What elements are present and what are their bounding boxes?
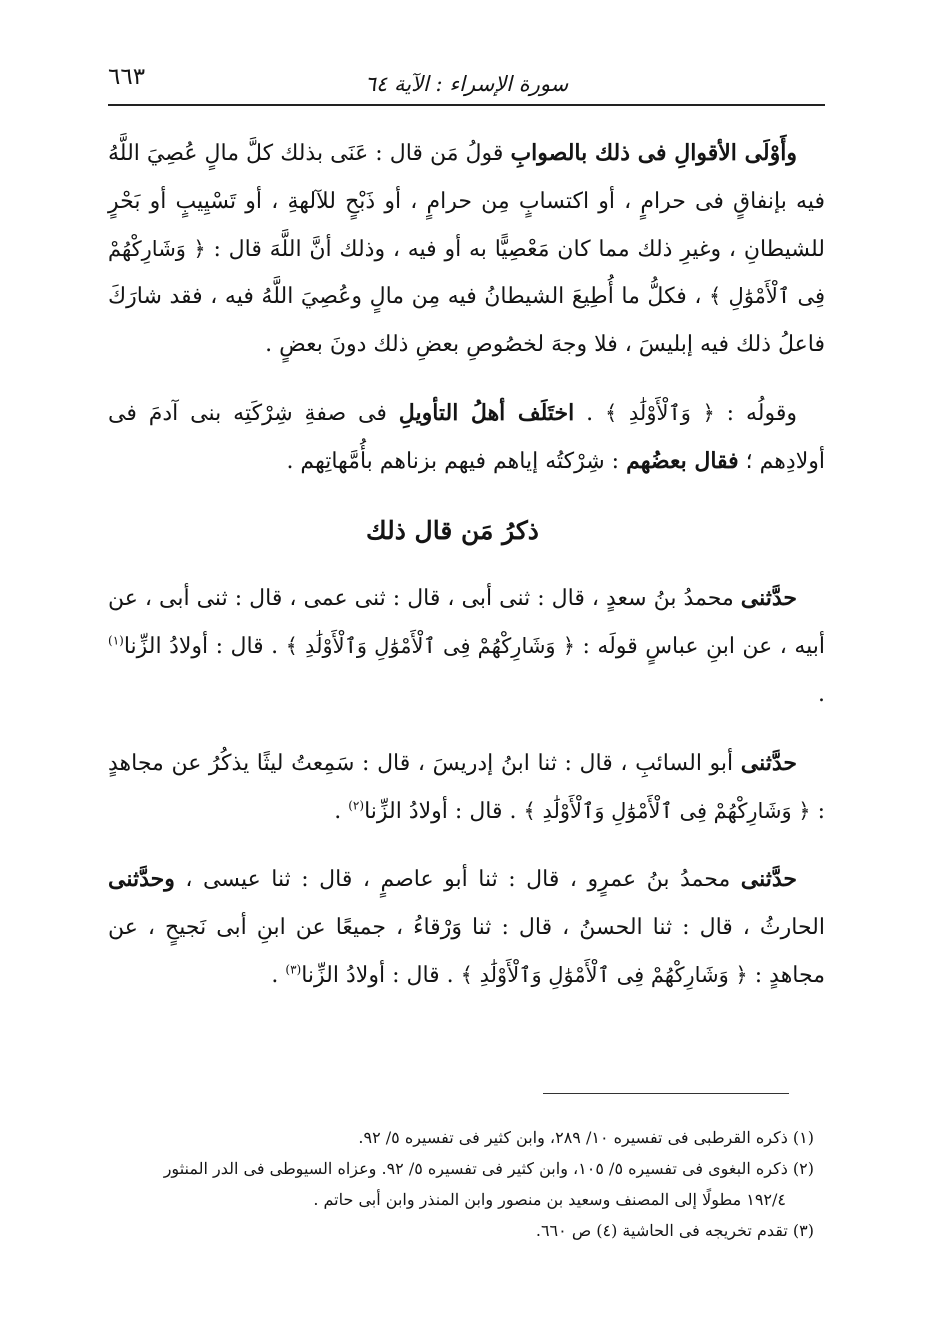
footnote-1: (١) ذكره القرطبى فى تفسيره ١٠/ ٢٨٩، وابن كثير فى تفسيره ٥/ ٩٢. [358, 1128, 814, 1147]
quran-quote: ﴿ وَشَارِكْهُمْ فِى ٱلْأَمْوَٰلِ وَٱلْأَوْلَٰدِ ﴾ [460, 962, 748, 987]
header-title: سورة الإسراء : الآية ٦٤ [364, 72, 569, 96]
footnote-2-line-2: ١٩٢/٤ مطولًا إلى المصنف وسعيد بن منصور وابن المنذر وابن أبى حاتم . [313, 1190, 786, 1209]
narration-3-end: . [271, 962, 286, 988]
section-heading: ذكرُ مَن قال ذلك [366, 515, 539, 545]
paragraph-2-text-a: وقولُه : [714, 400, 797, 426]
footnote-3: (٣) تقدم تخريجه فى الحاشية (٤) ص ٦٦٠. [535, 1221, 814, 1240]
quran-quote: ﴿ وَشَارِكْهُمْ فِى ٱلْأَمْوَٰلِ وَٱلْأَوْلَٰدِ ﴾ [523, 798, 811, 823]
main-text [108, 130, 825, 1021]
paragraph-2-text-c: فى صفةِ شِرْكَتِه بنى آدمَ فى أولادِهم ؛ [108, 400, 825, 474]
narration-1 [108, 575, 825, 718]
paragraph-1-lead: وأَوْلَى الأقوالِ فى ذلك بالصوابِ [510, 140, 797, 166]
paragraph-1-text-b: ، فكلُّ ما أُطِيعَ الشيطانُ فيه مِن مالٍ وعُصِيَ اللَّهُ فيه ، فقد شارَكَ فاعلُ ذلك فيه إبليسَ ، فلا وجهَ لخصُوصِ بعضِ ذلك دونَ بعضٍ . [108, 284, 825, 358]
narration-2-lead: حدَّثنى [740, 749, 797, 776]
narration-3-text-a: محمدُ بنُ عمرٍو ، قال : ثنا أبو عاصمٍ ، قال : ثنا عيسى ، [174, 867, 741, 893]
paragraph-2-text-b: . [574, 400, 606, 426]
narration-1-lead: حدَّثنى [740, 585, 798, 612]
narration-1-text-a: محمدُ بنُ سعدٍ ، قال : ثنى أبى ، قال : ثنى عمى ، قال : ثنى أبى ، عن أبيه ، عن ابنِ عباسٍ قولَه : [108, 586, 825, 660]
narration-1-text-b: . قال : أولادُ الزِّنا [123, 634, 286, 660]
narration-3-text-b: الحارثُ ، قال : ثنا الحسنُ ، قال : ثنا وَرْقاءُ ، جميعًا عن ابنِ أبى نَجيحٍ ، عن مجاهدٍ : [108, 915, 825, 988]
paragraph-2-bold-a: اختَلَف أهلُ التأويلِ [398, 399, 575, 426]
footnotes [108, 1122, 814, 1246]
footnote-2-line-1: (٢) ذكره البغوى فى تفسيره ٥/ ١٠٥، وابن كثير فى تفسيره ٥/ ٩٢. وعزاه السيوطى فى الدر المنثور [163, 1159, 814, 1178]
footnote-rule [543, 1093, 789, 1094]
narration-3 [108, 856, 825, 999]
narration-1-end: . [818, 681, 825, 707]
quran-quote: ﴿ وَٱلْأَوْلَٰدِ ﴾ [605, 400, 715, 425]
running-header [108, 52, 825, 96]
narration-3-text-c: . قال : أولادُ الزِّنا [301, 962, 461, 988]
footnote-ref-1[interactable]: (١) [108, 633, 124, 648]
quran-quote: ﴿ وَشَارِكْهُمْ فِى ٱلْأَمْوَٰلِ وَٱلْأَوْلَٰدِ ﴾ [285, 634, 576, 659]
quran-quote: ﴿ وَشَارِكْهُمْ فِى ٱلْأَمْوَٰلِ ﴾ [108, 236, 825, 309]
paragraph-2-bold-b: فقال بعضُهم [626, 447, 739, 474]
page-number: ٦٦٣ [108, 64, 146, 90]
paragraph-2-text-d: : شِرْكتُه إياهم فيهم بزناهم بأُمَّهاتِهم . [286, 448, 627, 474]
narration-2-text-a: أبو السائبِ ، قال : ثنا ابنُ إدريسَ ، قال : سَمِعتُ ليثًا يذكُرُ عن مجاهدٍ : [108, 750, 825, 824]
footnote-ref-2[interactable]: (٢) [348, 798, 365, 813]
narration-2-text-b: . قال : أولادُ الزِّنا [364, 798, 524, 824]
narration-3-lead: حدَّثنى [740, 866, 797, 893]
footnote-ref-3[interactable]: (٣) [285, 962, 302, 977]
paragraph-2 [108, 390, 825, 486]
paragraph-1-text-a: قولُ مَن قال : عَنَى بذلك كلَّ مالٍ عُصِيَ اللَّهُ فيه بإنفاقٍ فى حرامٍ ، أو اكتسابٍ مِن حرامٍ ، أو ذَبْحٍ للآلهةِ ، أو تَسْيِيبٍ أو بَحْرٍ للشيطانِ ، وغيرِ ذلك مما كان مَعْصِيًّا به أو فيه ، وذلك أنَّ اللَّهَ قال : [108, 141, 825, 262]
narration-2-end: . [334, 798, 349, 824]
header-rule [108, 104, 825, 106]
narration-3-lead-2: وحدَّثنى [108, 866, 175, 893]
narration-2 [108, 740, 825, 836]
paragraph-1 [108, 130, 825, 369]
